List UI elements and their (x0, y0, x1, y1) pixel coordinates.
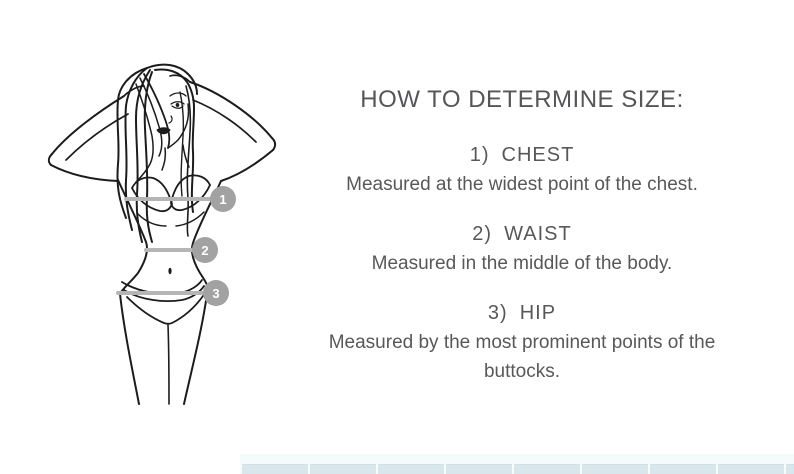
size-table-cell (650, 464, 716, 474)
size-table-cell (378, 464, 444, 474)
section-chest-heading (322, 142, 722, 168)
waist-marker-label: 2 (201, 242, 209, 258)
size-table-header-row (242, 464, 794, 474)
chest-marker-label: 1 (219, 191, 227, 207)
hip-marker-badge (203, 280, 229, 306)
hip-marker-label: 3 (212, 285, 220, 301)
section-waist (322, 221, 722, 278)
section-waist-number: 2) (472, 223, 493, 245)
size-table-cell (242, 464, 308, 474)
chest-measure-line (124, 197, 214, 201)
waist-marker-badge (192, 237, 218, 263)
waist-measure-line (144, 248, 196, 252)
section-hip-heading (322, 300, 722, 326)
size-table-cell (514, 464, 580, 474)
size-instructions (322, 86, 722, 408)
section-chest-number: 1) (469, 144, 490, 166)
measurement-figure (40, 30, 320, 430)
size-table-preview (240, 454, 794, 474)
section-chest (322, 142, 722, 199)
section-chest-description: Measured at the widest point of the chest. (346, 174, 698, 195)
section-waist-heading (322, 221, 722, 247)
section-waist-description: Measured in the middle of the body. (371, 253, 673, 274)
size-table-cell (582, 464, 648, 474)
hip-measure-line (116, 291, 206, 295)
chest-marker-badge (210, 186, 236, 212)
section-hip-name: HIP (519, 302, 557, 324)
size-table-cell (310, 464, 376, 474)
size-table-cell (786, 464, 794, 474)
section-hip-number: 3) (487, 302, 508, 324)
section-hip-description: Measured by the most prominent points of the buttocks. (328, 332, 716, 382)
size-table-cell (446, 464, 512, 474)
woman-line-art-illustration (40, 30, 320, 430)
section-hip (322, 300, 722, 386)
size-table-cell (718, 464, 784, 474)
section-chest-name: CHEST (501, 144, 575, 166)
page-title: HOW TO DETERMINE SIZE: (360, 86, 684, 113)
section-waist-name: WAIST (504, 223, 572, 245)
